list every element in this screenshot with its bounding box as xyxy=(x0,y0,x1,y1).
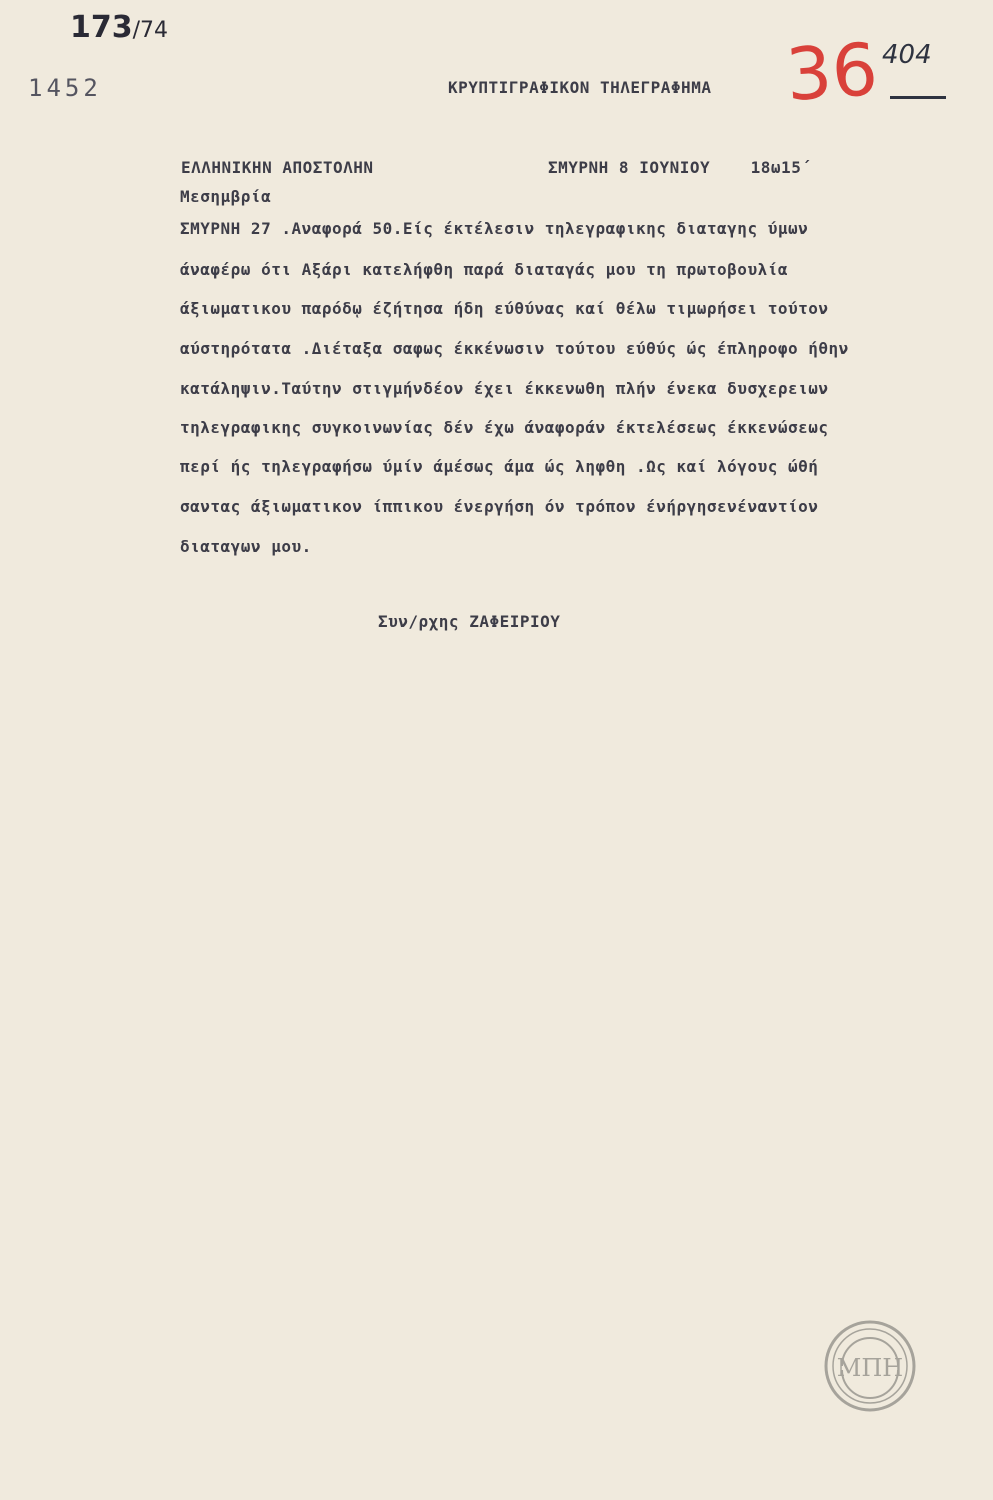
underline-mark xyxy=(890,96,946,99)
body-line: άναφέρω ότι Αξάρι κατελήφθη παρά διαταγάς μου τη πρωτοβουλία xyxy=(180,260,788,279)
body-line: περί ής τηλεγραφήσω ύμίν άμέσως άμα ώς ληφθη .Ως καί λόγους ώθή xyxy=(180,457,819,476)
folio-number: 173/74 xyxy=(70,10,169,45)
body-line: αύστηρότατα .Διέταξα σαφως έκκένωσιν τούτου εύθύς ώς έπληροφο ήθην xyxy=(180,339,849,358)
place-date: ΣΜΥΡΝΗ 8 ΙΟΥΝΙΟΥ xyxy=(548,158,711,177)
red-page-number: 36 xyxy=(783,26,881,118)
sender-line: ΕΛΛΗΝΙΚΗΝ ΑΠΟΣΤΟΛΗΝ xyxy=(181,158,374,177)
body-line: κατάληψιν.Ταύτην στιγμήνδέον έχει έκκενωθη πλήν ένεκα δυσχερειων xyxy=(180,379,829,398)
time: 18ω15΄ xyxy=(750,158,812,177)
archive-stamp-icon xyxy=(822,1318,918,1414)
body-line: τηλεγραφικης συγκοινωνίας δέν έχω άναφοράν έκτελέσεως έκκενώσεως xyxy=(180,418,829,437)
place-date-line xyxy=(548,158,811,177)
body-line: διαταγων μου. xyxy=(180,537,312,556)
signature: Συν/ρχης ΖΑΦΕΙΡΙΟΥ xyxy=(378,612,561,631)
document-title: ΚΡΥΠΤΙΓΡΑΦΙΚΟΝ ΤΗΛΕΓΡΑΦΗΜΑ xyxy=(448,78,712,97)
body-line: σαντας άξιωματικον ίππικου ένεργήση όν τρόπον ένήργησενέναντίον xyxy=(180,497,819,516)
body-line: άξιωματικου παρόδῳ έζήτησα ήδη εύθύνας καί θέλω τιμωρήσει τούτον xyxy=(180,299,829,318)
body-line: ΣΜΥΡΝΗ 27 .Αναφορά 50.Είς έκτέλεσιν τηλεγραφικης διαταγης ύμων xyxy=(180,219,809,238)
page-number-annotation: 404 xyxy=(882,40,932,70)
recipient-line: Μεσημβρία xyxy=(180,187,272,206)
folio-number-secondary: 1452 xyxy=(28,74,102,102)
stamp-text: ΜΠΗ xyxy=(836,1354,904,1382)
